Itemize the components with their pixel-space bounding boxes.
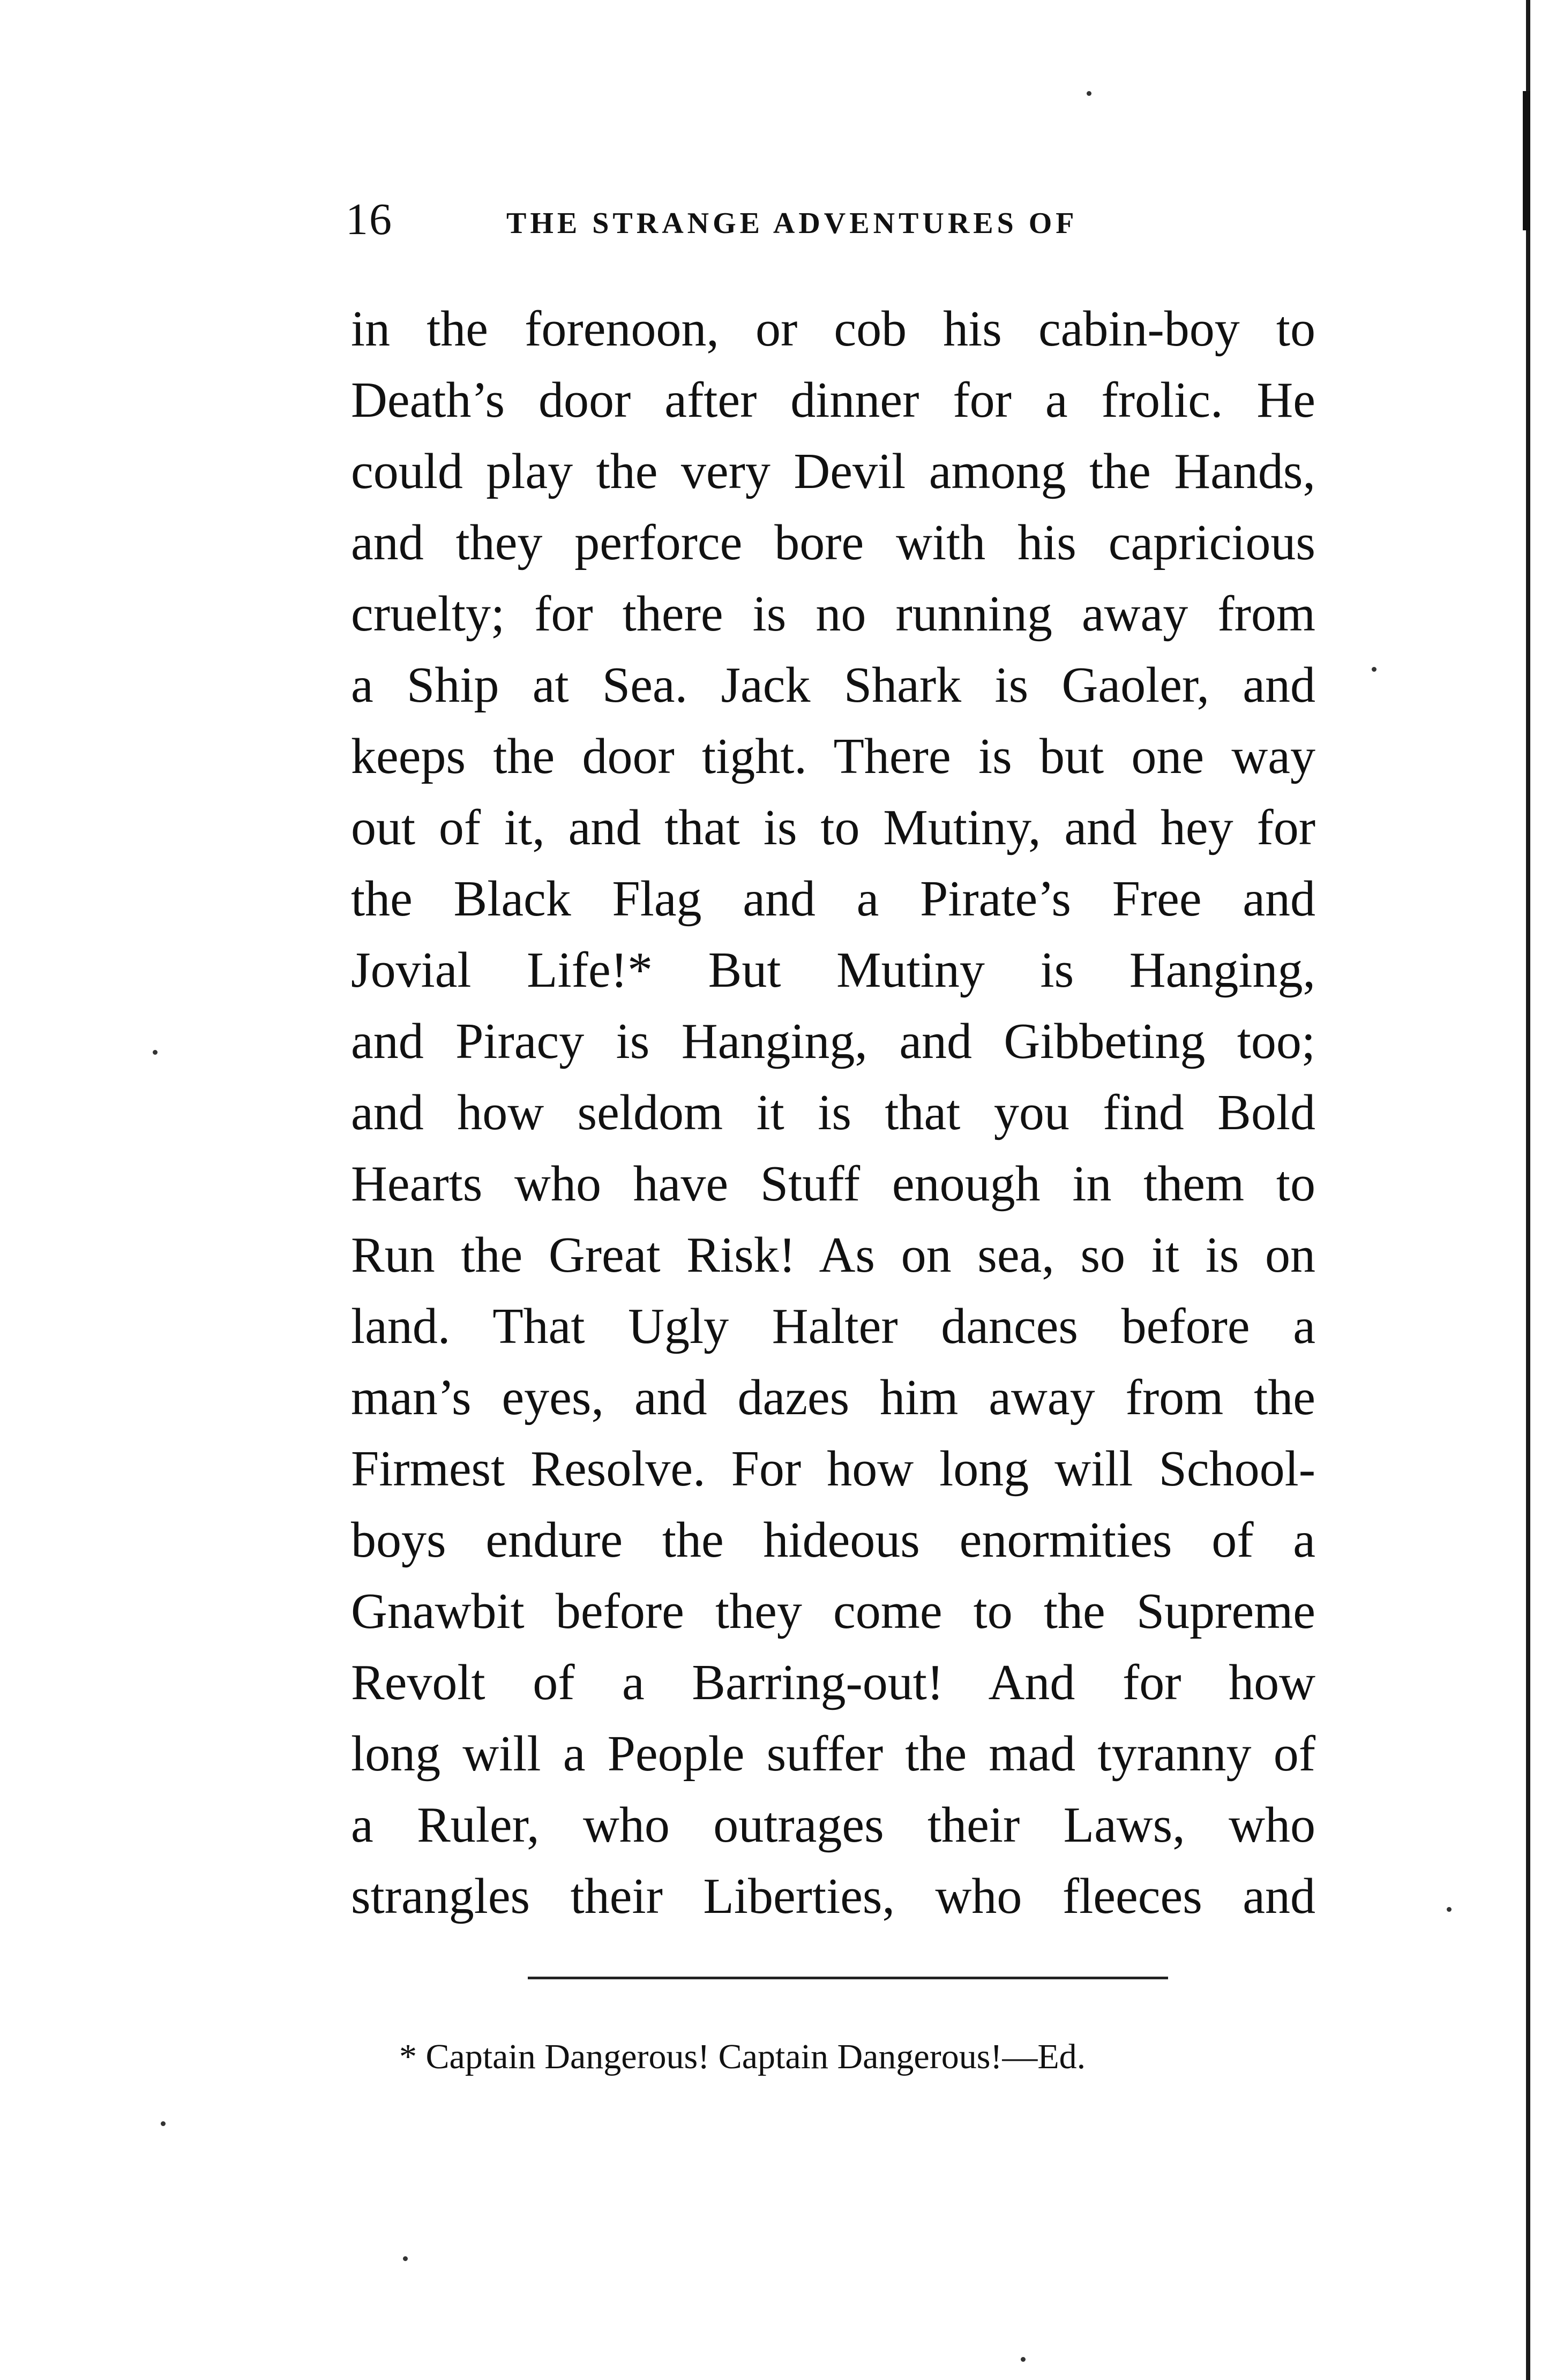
print-speck [1372, 667, 1377, 672]
footnote-rule [528, 1977, 1168, 1979]
text-line: strangles their Liberties, who fleeces and [351, 1868, 1315, 1924]
text-line: in the forenoon, or cob his cabin-boy to [351, 301, 1315, 357]
text-line: Death’s door after dinner for a frolic. He [351, 372, 1315, 428]
text-line: a Ship at Sea. Jack Shark is Gaoler, and [351, 657, 1315, 713]
running-title: THE STRANGE ADVENTURES OF [506, 207, 1078, 240]
text-line: Run the Great Risk! As on sea, so it is on [351, 1227, 1315, 1283]
body-text [351, 294, 1315, 1932]
running-head [346, 193, 1203, 246]
print-speck [1021, 2357, 1026, 2362]
page-number: 16 [346, 194, 393, 244]
print-speck [161, 2121, 166, 2126]
text-line: Gnawbit before they come to the Supreme [351, 1583, 1315, 1639]
text-line: cruelty; for there is no running away from [351, 586, 1315, 642]
text-line: man’s eyes, and dazes him away from the [351, 1370, 1315, 1425]
text-line: long will a People suffer the mad tyranny of [351, 1726, 1315, 1782]
text-line: could play the very Devil among the Hands, [351, 444, 1315, 499]
print-speck [1087, 91, 1091, 96]
text-line: Firmest Resolve. For how long will School- [351, 1441, 1315, 1497]
text-line: Jovial Life!* But Mutiny is Hanging, [351, 942, 1315, 998]
text-line: a Ruler, who outrages their Laws, who [351, 1797, 1315, 1853]
page-edge-shadow-top [1523, 91, 1530, 230]
print-speck [403, 2256, 408, 2261]
text-line: keeps the door tight. There is but one way [351, 729, 1315, 784]
text-line: land. That Ugly Halter dances before a [351, 1298, 1315, 1354]
text-line: and how seldom it is that you find Bold [351, 1085, 1315, 1140]
text-line: Revolt of a Barring-out! And for how [351, 1655, 1315, 1710]
text-line: and they perforce bore with his capricious [351, 515, 1315, 570]
print-speck [1447, 1907, 1452, 1912]
text-line: out of it, and that is to Mutiny, and hey for [351, 800, 1315, 855]
page-edge-shadow [1526, 0, 1530, 2380]
text-line: the Black Flag and a Pirate’s Free and [351, 871, 1315, 927]
footnote: * Captain Dangerous! Captain Dangerous!—Ed. [399, 2037, 1086, 2076]
text-line: and Piracy is Hanging, and Gibbeting too; [351, 1013, 1315, 1069]
print-speck [153, 1050, 158, 1055]
text-line: Hearts who have Stuff enough in them to [351, 1156, 1315, 1212]
text-line: boys endure the hideous enormities of a [351, 1512, 1315, 1568]
